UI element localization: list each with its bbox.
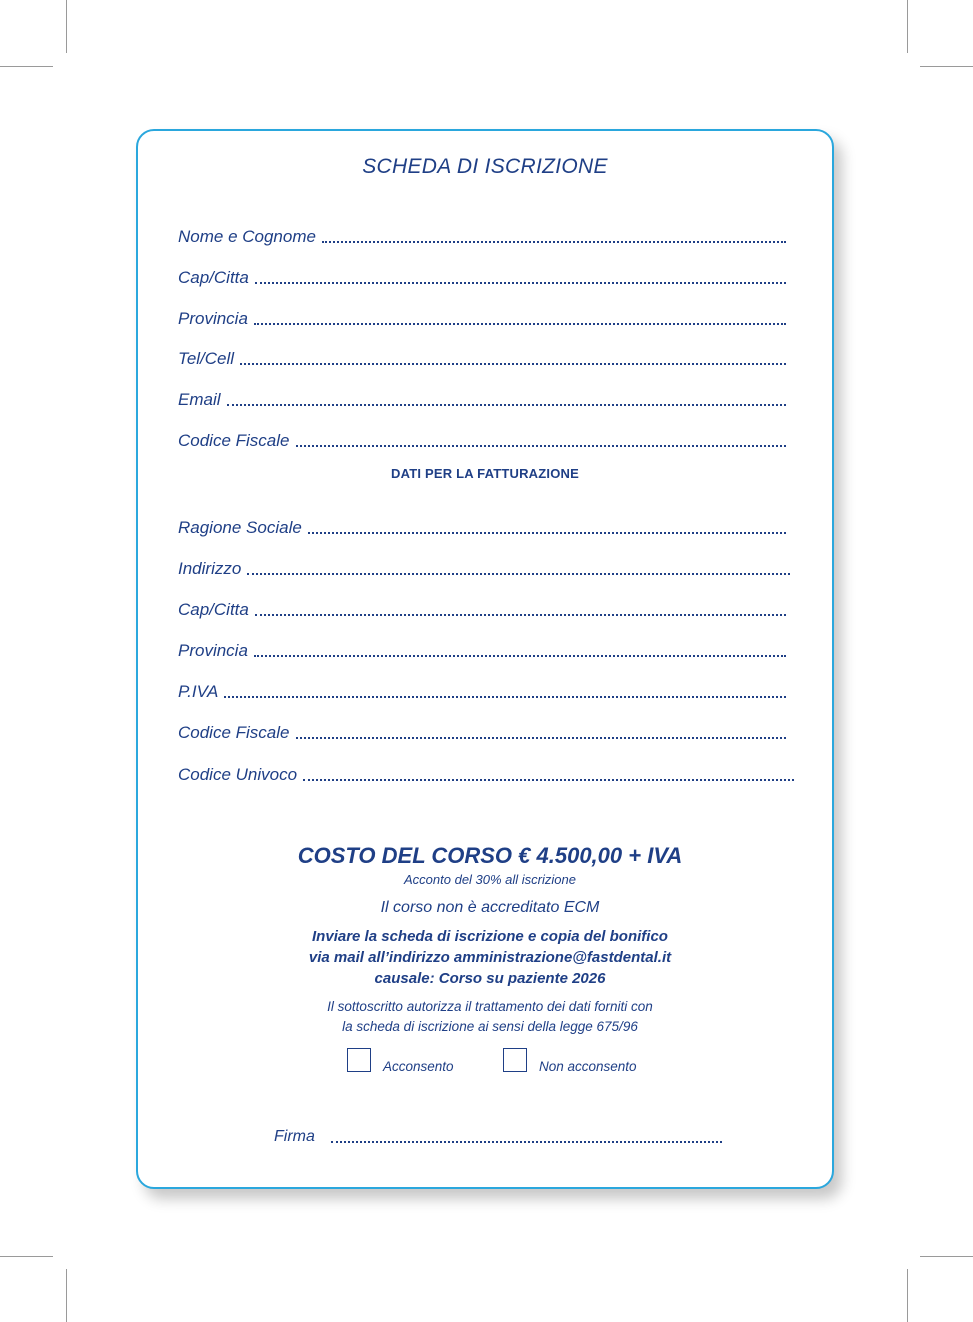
deposit-note: Acconto del 30% all iscrizione bbox=[404, 872, 576, 887]
fill-line[interactable] bbox=[255, 614, 786, 616]
ecm-note: Il corso non è accreditato ECM bbox=[380, 899, 600, 916]
signature-field[interactable] bbox=[274, 1128, 722, 1146]
consent-accept-option[interactable] bbox=[347, 1045, 454, 1074]
field-label: Ragione Sociale bbox=[178, 518, 302, 537]
crop-mark bbox=[920, 1256, 973, 1257]
fill-line[interactable] bbox=[254, 655, 786, 657]
instruction-line: via mail all’indirizzo amministrazione@fastdental.it bbox=[308, 949, 672, 966]
field-billing-cap-citta[interactable] bbox=[178, 594, 786, 620]
crop-mark bbox=[907, 0, 908, 53]
field-label: Provincia bbox=[178, 309, 248, 328]
decline-label: Non acconsento bbox=[539, 1059, 637, 1074]
registration-card bbox=[136, 129, 834, 1189]
field-label: Cap/Citta bbox=[178, 600, 249, 619]
signature-line[interactable] bbox=[331, 1141, 722, 1143]
field-billing-provincia[interactable] bbox=[178, 635, 786, 661]
fill-line[interactable] bbox=[308, 532, 786, 534]
field-label: Indirizzo bbox=[178, 559, 242, 578]
privacy-line: Il sottoscritto autorizza il trattamento dei dati forniti con bbox=[327, 999, 653, 1014]
billing-heading: DATI PER LA FATTURAZIONE bbox=[391, 466, 579, 481]
accept-label: Acconsento bbox=[383, 1059, 454, 1074]
fill-line[interactable] bbox=[254, 323, 786, 325]
fill-line[interactable] bbox=[247, 573, 790, 575]
field-label: P.IVA bbox=[178, 682, 219, 701]
fill-line[interactable] bbox=[296, 445, 787, 447]
decline-checkbox[interactable] bbox=[503, 1048, 527, 1072]
field-nome-cognome[interactable] bbox=[178, 221, 786, 247]
field-email[interactable] bbox=[178, 384, 786, 410]
fill-line[interactable] bbox=[255, 282, 786, 284]
field-label: Codice Fiscale bbox=[178, 431, 290, 450]
field-billing-codice-fiscale[interactable] bbox=[178, 717, 786, 743]
field-piva[interactable] bbox=[178, 676, 786, 702]
fill-line[interactable] bbox=[224, 696, 786, 698]
crop-mark bbox=[0, 66, 53, 67]
crop-mark bbox=[66, 0, 67, 53]
privacy-line: la scheda di iscrizione ai sensi della legge 675/96 bbox=[342, 1019, 638, 1034]
instruction-line: Inviare la scheda di iscrizione e copia del bonifico bbox=[312, 928, 668, 945]
crop-mark bbox=[0, 1256, 53, 1257]
field-codice-fiscale[interactable] bbox=[178, 425, 786, 451]
accept-checkbox[interactable] bbox=[347, 1048, 371, 1072]
field-codice-univoco[interactable] bbox=[178, 759, 794, 785]
crop-mark bbox=[907, 1269, 908, 1322]
fill-line[interactable] bbox=[322, 241, 786, 243]
fill-line[interactable] bbox=[240, 363, 786, 365]
fill-line[interactable] bbox=[303, 779, 794, 781]
field-indirizzo[interactable] bbox=[178, 553, 790, 579]
signature-label: Firma bbox=[274, 1128, 315, 1145]
field-ragione-sociale[interactable] bbox=[178, 512, 786, 538]
consent-decline-option[interactable] bbox=[503, 1045, 637, 1074]
field-label: Cap/Citta bbox=[178, 268, 249, 287]
course-cost: COSTO DEL CORSO € 4.500,00 + IVA bbox=[297, 843, 683, 868]
fill-line[interactable] bbox=[296, 737, 787, 739]
crop-mark bbox=[66, 1269, 67, 1322]
instruction-line: causale: Corso su paziente 2026 bbox=[374, 970, 606, 987]
fill-line[interactable] bbox=[227, 404, 786, 406]
field-label: Nome e Cognome bbox=[178, 227, 316, 246]
field-label: Codice Univoco bbox=[178, 765, 298, 784]
crop-mark bbox=[920, 66, 973, 67]
form-title: SCHEDA DI ISCRIZIONE bbox=[362, 155, 608, 178]
field-label: Tel/Cell bbox=[178, 349, 235, 368]
privacy-note bbox=[138, 997, 832, 1037]
field-provincia[interactable] bbox=[178, 303, 786, 329]
field-cap-citta[interactable] bbox=[178, 262, 786, 288]
field-label: Provincia bbox=[178, 641, 248, 660]
field-tel-cell[interactable] bbox=[178, 343, 786, 369]
send-instructions bbox=[138, 926, 832, 989]
field-label: Codice Fiscale bbox=[178, 723, 290, 742]
field-label: Email bbox=[178, 390, 221, 409]
